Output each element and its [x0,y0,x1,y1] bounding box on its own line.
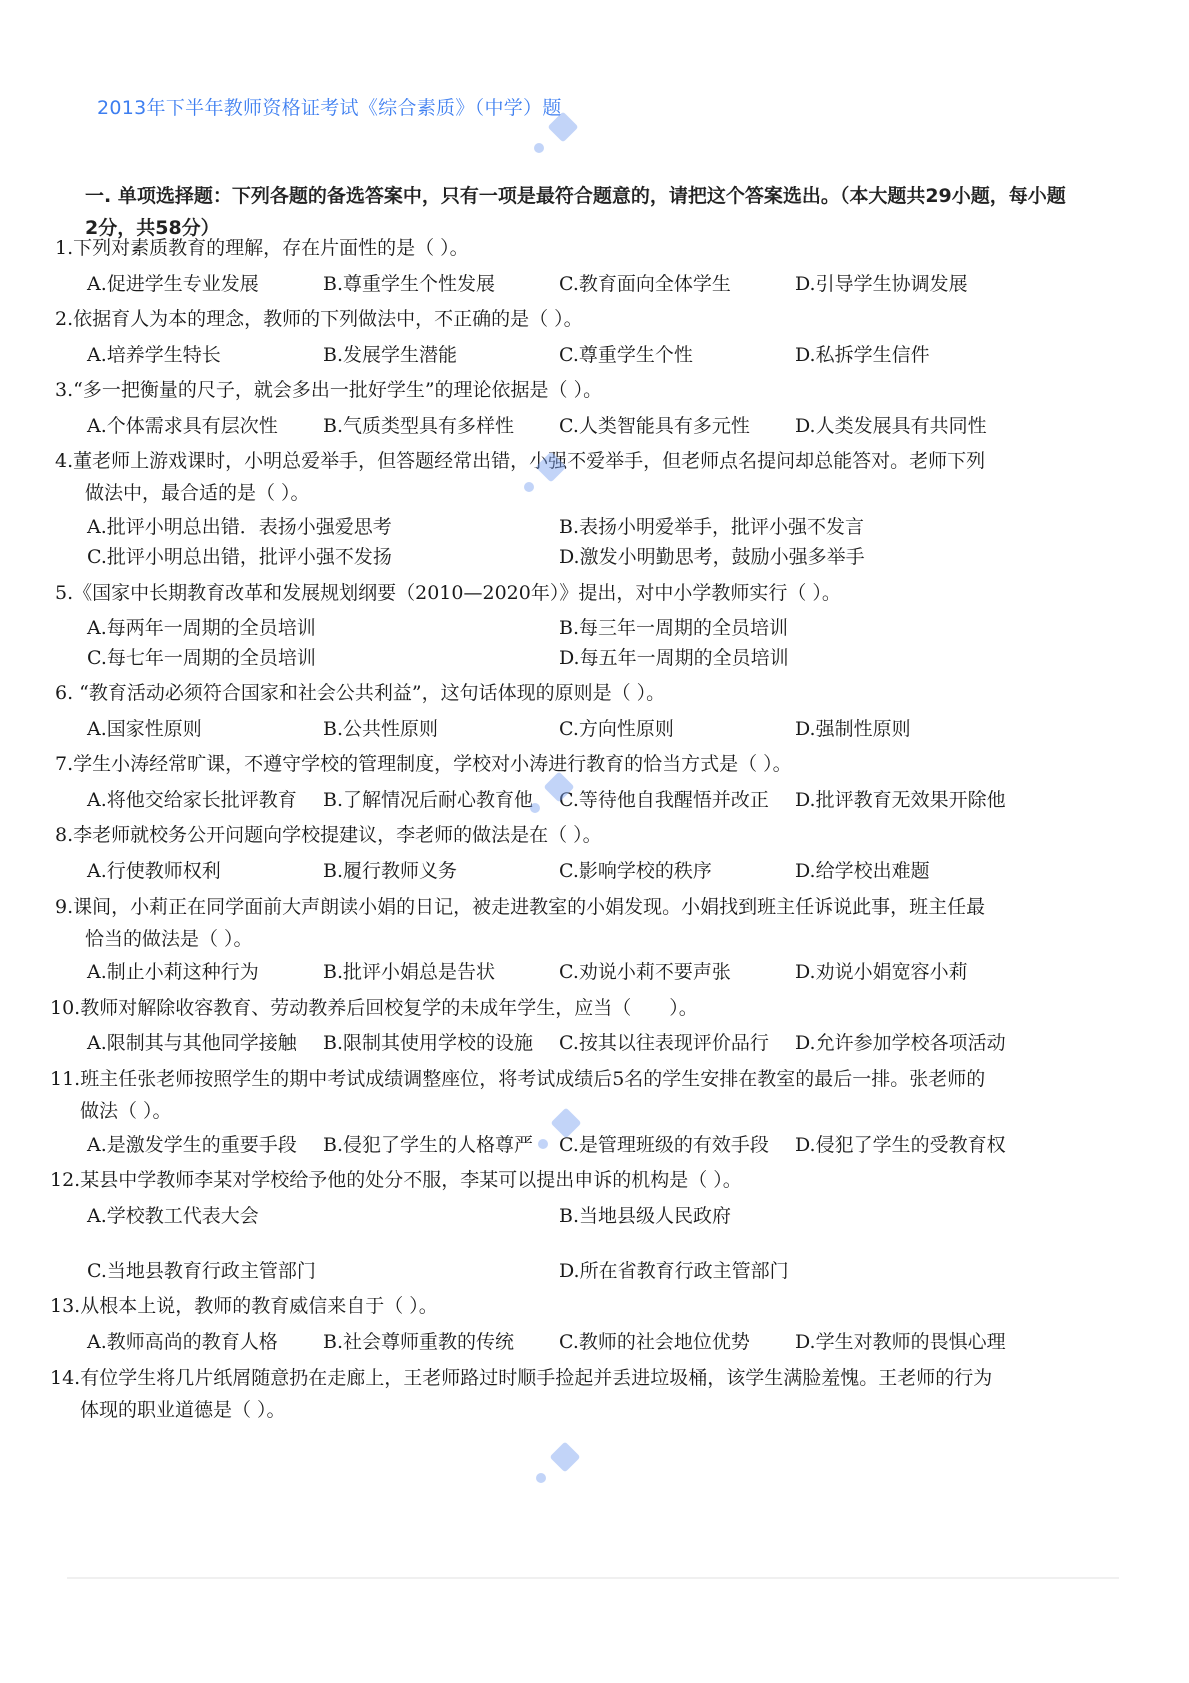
watermark-icon [538,1139,548,1149]
option-d: D.劝说小娟宽容小莉 [795,961,968,983]
question-stem: 13.从根本上说，教师的教育威信来自于（ ）。 [50,1295,438,1317]
option-d: D.所在省教育行政主管部门 [559,1260,789,1282]
question-2 [55,303,1105,335]
option-b: B.发展学生潜能 [323,344,458,366]
option-d: D.每五年一周期的全员培训 [559,647,789,669]
option-b: B.履行教师义务 [323,860,458,882]
option-a: A.学校教工代表大会 [87,1205,259,1227]
option-a: A.教师高尚的教育人格 [87,1331,278,1353]
option-d: D.学生对教师的畏惧心理 [795,1331,1006,1353]
question-stem: 12.某县中学教师李某对学校给予他的处分不服，李某可以提出申诉的机构是（ ）。 [50,1169,742,1191]
option-d: D.私拆学生信件 [795,344,930,366]
option-c: C.批评小明总出错，批评小强不发扬 [87,546,392,568]
question-8 [55,819,1105,851]
option-a: A.是激发学生的重要手段 [87,1134,297,1156]
question-stem: 1.下列对素质教育的理解，存在片面性的是（ ）。 [55,237,469,259]
question-14 [50,1362,1100,1426]
question-stem-continued: 做法中，最合适的是（ ）。 [85,482,310,504]
section-heading: 一. 单项选择题：下列各题的备选答案中，只有一项是最符合题意的，请把这个答案选出。（本大题共29小题，每小题2分，共58分） [85,185,1066,239]
option-c: C.等待他自我醒悟并改正 [559,789,769,811]
option-b: B.气质类型具有多样性 [323,415,515,437]
question-stem: 14.有位学生将几片纸屑随意扔在走廊上，王老师路过时顺手捡起并丢进垃圾桶，该学生满脸羞愧。王老师的行为 [50,1367,993,1389]
option-b: B.尊重学生个性发展 [323,273,496,295]
option-d: D.给学校出难题 [795,860,930,882]
question-12 [50,1164,1100,1196]
option-a: A.每两年一周期的全员培训 [87,617,316,639]
question-stem: 5.《国家中长期教育改革和发展规划纲要（2010—2020年）》提出，对中小学教师实行（ ）。 [55,582,841,604]
question-stem: 2.依据育人为本的理念，教师的下列做法中，不正确的是（ ）。 [55,308,583,330]
question-stem: 9.课间，小莉正在同学面前大声朗读小娟的日记，被走进教室的小娟发现。小娟找到班主任诉说此事，班主任最 [55,896,986,918]
question-7 [55,748,1105,780]
question-13 [50,1290,1100,1322]
question-stem: 11.班主任张老师按照学生的期中考试成绩调整座位，将考试成绩后5名的学生安排在教室的最后一排。张老师的 [50,1068,986,1090]
option-c: C.影响学校的秩序 [559,860,712,882]
question-stem: 8.李老师就校务公开问题向学校提建议，李老师的做法是在（ ）。 [55,824,602,846]
option-a: A.限制其与其他同学接触 [87,1032,297,1054]
document-title: 2013年下半年教师资格证考试《综合素质》（中学）题 [97,97,562,119]
watermark-icon [524,482,534,492]
question-stem: 3.“多一把衡量的尺子，就会多出一批好学生”的理论依据是（ ）。 [55,379,603,401]
question-4 [55,445,1105,509]
option-c: C.按其以往表现评价品行 [559,1032,769,1054]
option-b: B.公共性原则 [323,718,439,740]
option-a: A.促进学生专业发展 [87,273,259,295]
option-d: D.侵犯了学生的受教育权 [795,1134,1006,1156]
question-stem: 10.教师对解除收容教育、劳动教养后回校复学的未成年学生，应当（ ）。 [50,997,698,1019]
watermark-icon [536,1473,546,1483]
watermark-icon [530,803,540,813]
option-a: A.批评小明总出错．表扬小强爱思考 [87,516,392,538]
question-3 [55,374,1105,406]
option-c: C.方向性原则 [559,718,674,740]
option-c: C.是管理班级的有效手段 [559,1134,769,1156]
option-b: B.社会尊师重教的传统 [323,1331,515,1353]
question-stem: 6. “教育活动必须符合国家和社会公共利益”，这句话体现的原则是（ ）。 [55,682,666,704]
option-d: D.人类发展具有共同性 [795,415,987,437]
option-b: B.侵犯了学生的人格尊严 [323,1134,534,1156]
option-b: B.表扬小明爱举手，批评小强不发言 [559,516,865,538]
option-a: A.将他交给家长批评教育 [87,789,297,811]
option-d: D.激发小明勤思考，鼓励小强多举手 [559,546,865,568]
option-c: C.当地县教育行政主管部门 [87,1260,316,1282]
option-b: B.批评小娟总是告状 [323,961,496,983]
question-5 [55,577,1105,609]
watermark-icon [534,143,544,153]
option-c: C.人类智能具有多元性 [559,415,750,437]
page-divider [67,1577,1119,1579]
question-1 [55,232,1105,264]
option-a: A.培养学生特长 [87,344,221,366]
option-d: D.强制性原则 [795,718,911,740]
option-a: A.国家性原则 [87,718,202,740]
question-6 [55,677,1105,709]
option-c: C.每七年一周期的全员培训 [87,647,316,669]
question-10 [50,992,1100,1024]
option-c: C.教育面向全体学生 [559,273,731,295]
option-b: B.每三年一周期的全员培训 [559,617,789,639]
option-a: A.个体需求具有层次性 [87,415,278,437]
question-9 [55,891,1105,955]
option-c: C.劝说小莉不要声张 [559,961,731,983]
option-d: D.允许参加学校各项活动 [795,1032,1006,1054]
option-b: B.了解情况后耐心教育他 [323,789,534,811]
option-d: D.批评教育无效果开除他 [795,789,1006,811]
option-c: C.教师的社会地位优势 [559,1331,750,1353]
question-stem-continued: 体现的职业道德是（ ）。 [80,1399,286,1421]
question-stem: 7.学生小涛经常旷课，不遵守学校的管理制度，学校对小涛进行教育的恰当方式是（ ）。 [55,753,792,775]
question-stem-continued: 恰当的做法是（ ）。 [85,928,253,950]
option-c: C.尊重学生个性 [559,344,693,366]
option-d: D.引导学生协调发展 [795,273,968,295]
question-stem-continued: 做法（ ）。 [80,1100,172,1122]
option-b: B.限制其使用学校的设施 [323,1032,534,1054]
option-a: A.制止小莉这种行为 [87,961,259,983]
question-stem: 4.董老师上游戏课时，小明总爱举手，但答题经常出错，小强不爱举手，但老师点名提问却总能答对。老师下列 [55,450,986,472]
option-a: A.行使教师权利 [87,860,221,882]
watermark-icon [549,1441,580,1472]
option-b: B.当地县级人民政府 [559,1205,732,1227]
